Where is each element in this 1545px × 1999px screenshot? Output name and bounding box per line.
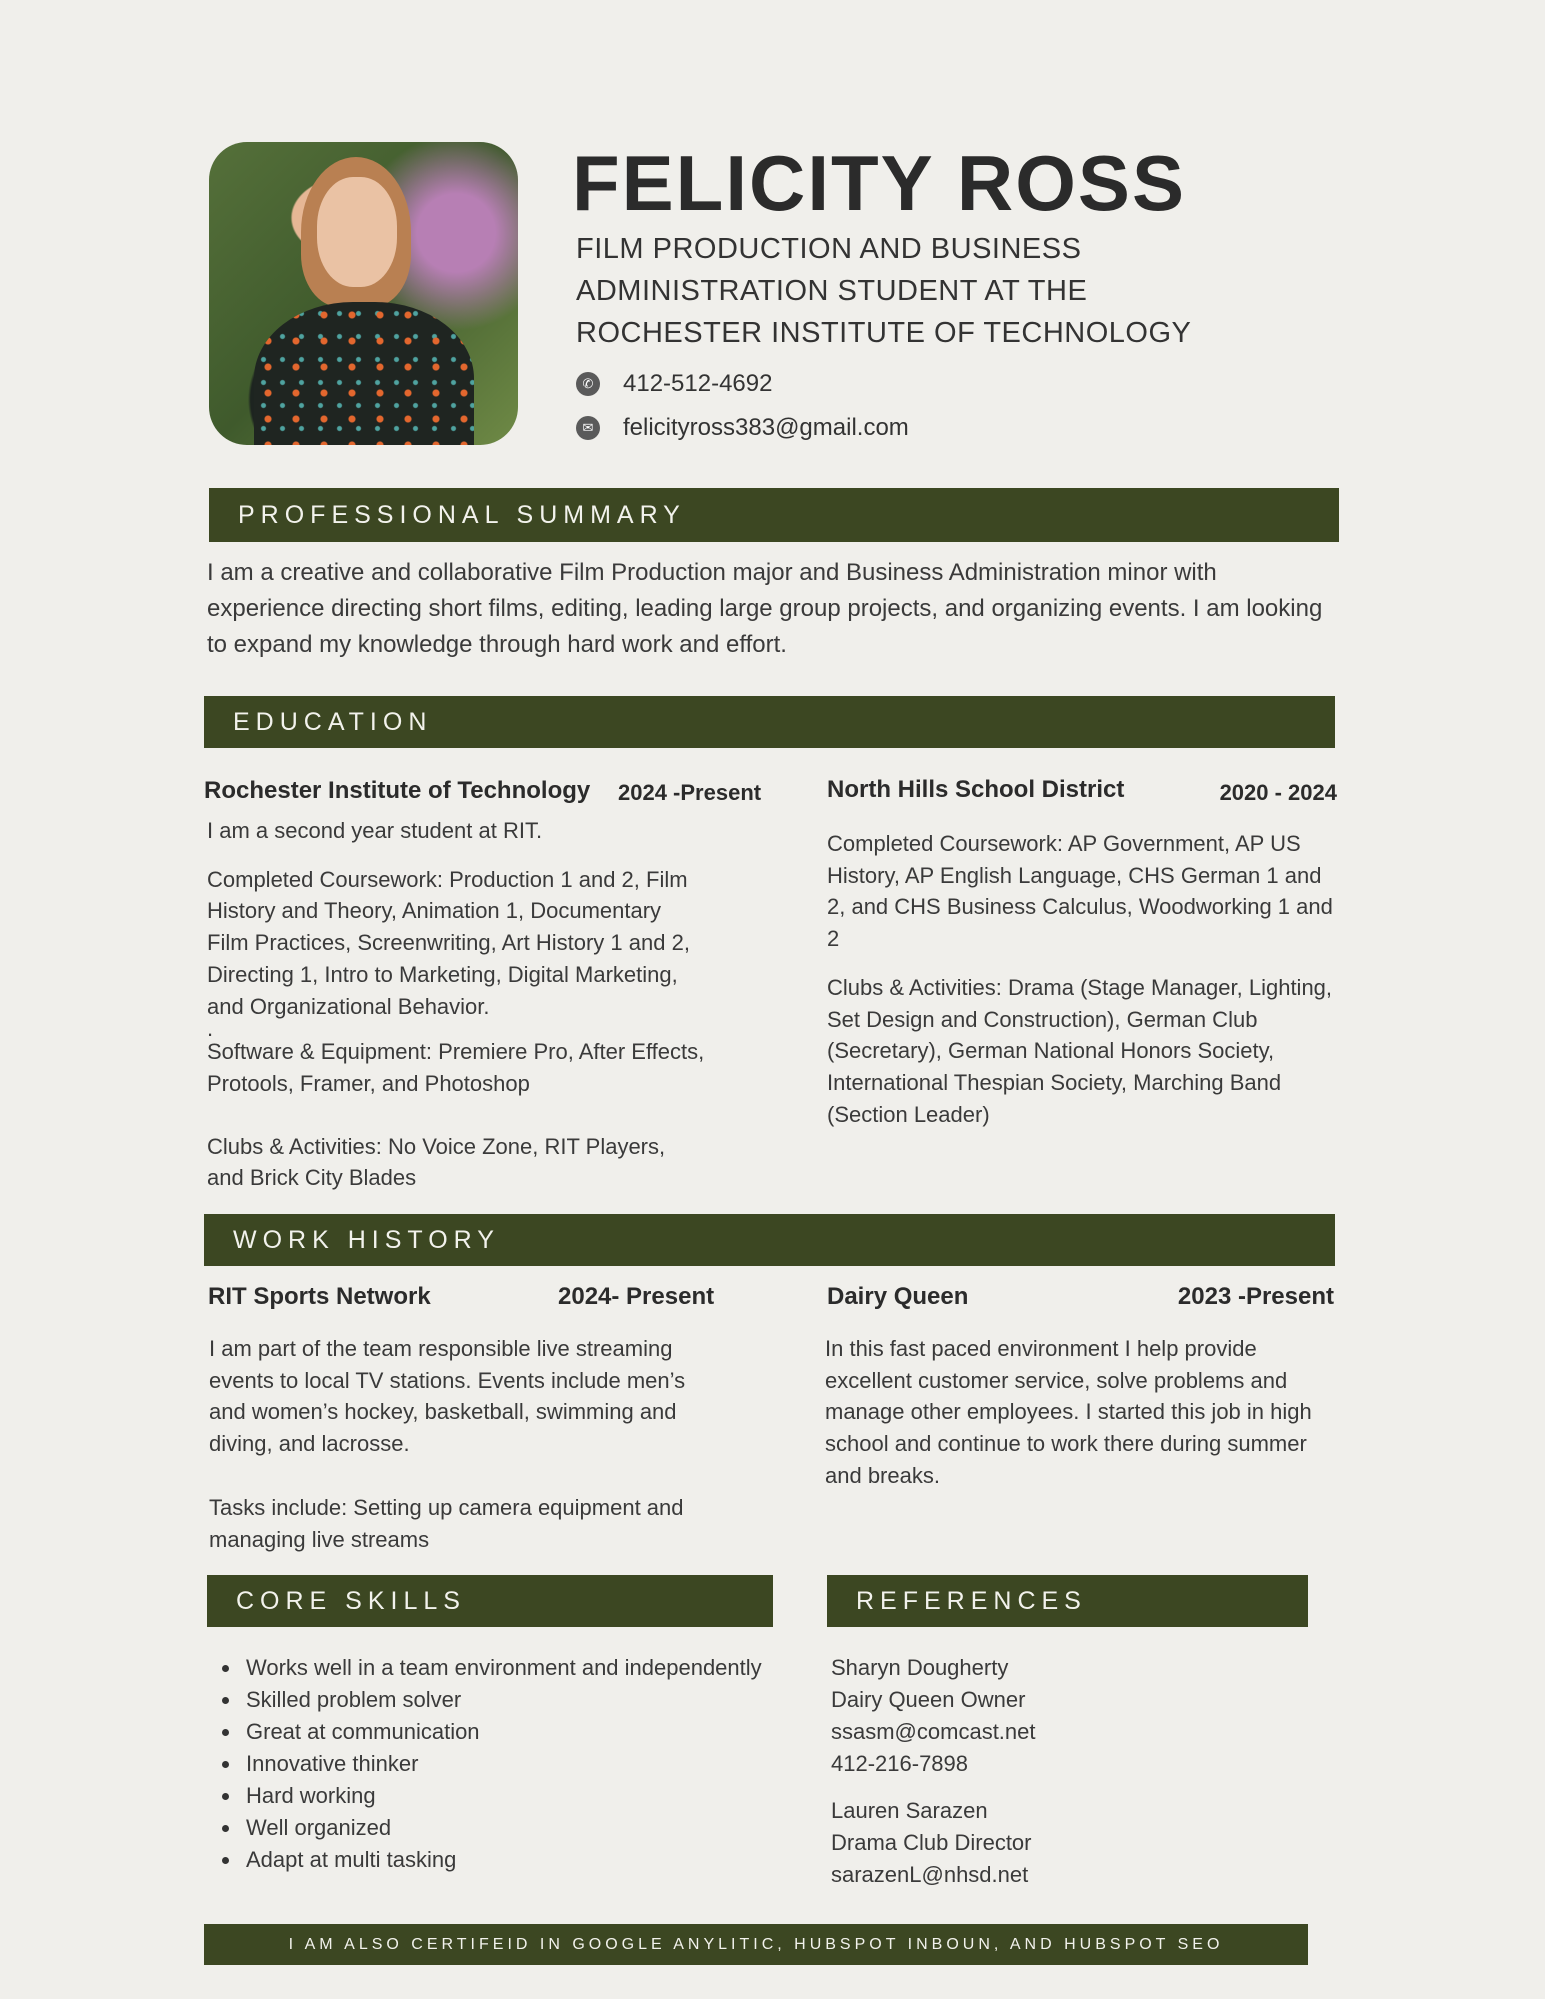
subtitle-line: ADMINISTRATION STUDENT AT THE bbox=[576, 275, 1088, 307]
edu-clubs: Clubs & Activities: No Voice Zone, RIT Players, and Brick City Blades bbox=[207, 1133, 666, 1191]
school-dates: 2020 - 2024 bbox=[1219, 780, 1337, 805]
skills-section-header: CORE SKILLS bbox=[207, 1575, 773, 1627]
school-details bbox=[207, 815, 707, 1194]
reference-name: Lauren Sarazen bbox=[831, 1798, 988, 1823]
reference-phone: 412-216-7898 bbox=[831, 1751, 969, 1776]
reference-email[interactable]: ssasm@comcast.net bbox=[831, 1719, 1036, 1744]
edu-dot: . bbox=[207, 1016, 214, 1042]
edu-software: Software & Equipment: Premiere Pro, After Effects, Protools, Framer, and Photoshop bbox=[207, 1039, 705, 1096]
reference-email[interactable]: sarazenL@nhsd.net bbox=[831, 1862, 1029, 1887]
school-dates: 2024 -Present bbox=[618, 780, 762, 805]
skill-item: Works well in a team environment and independently bbox=[222, 1652, 762, 1684]
subtitle-line: ROCHESTER INSTITUTE OF TECHNOLOGY bbox=[576, 317, 1192, 349]
skill-item: Great at communication bbox=[222, 1716, 762, 1748]
job-description: I am part of the team responsible live streaming events to local TV stations. Events include men’s and women’s hockey, basketball, swimming and diving, and lacrosse. bbox=[209, 1336, 686, 1457]
references-section-header: REFERENCES bbox=[827, 1575, 1308, 1627]
email-icon: ✉ bbox=[576, 416, 600, 440]
employer-name: Dairy Queen bbox=[827, 1283, 969, 1310]
job-details bbox=[209, 1333, 709, 1555]
summary-text: I am a creative and collaborative Film Production major and Business Administration minor with experience directing short films, editing, leading large group projects, and organizing events. I am looking to expand my knowledge through hard work and effort. bbox=[207, 559, 1323, 658]
skill-item: Skilled problem solver bbox=[222, 1684, 762, 1716]
school-details bbox=[827, 828, 1342, 1130]
edu-clubs: Clubs & Activities: Drama (Stage Manager, Lighting, Set Design and Construction), German Club (Secretary), German National Honors Society, International Thespian Society, Marching Band (Section Leader) bbox=[827, 974, 1333, 1127]
skill-item: Hard working bbox=[222, 1780, 762, 1812]
job-tasks: Tasks include: Setting up camera equipment and managing live streams bbox=[209, 1494, 684, 1552]
phone-icon: ✆ bbox=[576, 372, 600, 396]
phone-contact bbox=[576, 370, 772, 398]
employer-name: RIT Sports Network bbox=[208, 1283, 431, 1310]
profile-photo bbox=[209, 142, 518, 445]
edu-coursework: Completed Coursework: Production 1 and 2, Film History and Theory, Animation 1, Documentary Film Practices, Screenwriting, Art History 1 and 2, Directing 1, Intro to Marketing, Digital Marketing, and Organizational Behavior. bbox=[207, 866, 690, 1019]
certifications-banner: I AM ALSO CERTIFEID IN GOOGLE ANYLITIC, HUBSPOT INBOUN, AND HUBSPOT SEO bbox=[204, 1924, 1308, 1965]
summary-section-header: PROFESSIONAL SUMMARY bbox=[209, 488, 1339, 542]
job-description: In this fast paced environment I help provide excellent customer service, solve problems and manage other employees. I started this job in high school and continue to work there during summer and breaks. bbox=[825, 1336, 1312, 1488]
school-name: North Hills School District bbox=[827, 776, 1125, 803]
work-section-header: WORK HISTORY bbox=[204, 1214, 1335, 1266]
subtitle bbox=[576, 228, 1191, 354]
name-heading: FELICITY ROSS bbox=[572, 139, 1186, 227]
employment-dates: 2023 -Present bbox=[1177, 1283, 1334, 1310]
skills-list bbox=[222, 1652, 762, 1876]
skill-item: Innovative thinker bbox=[222, 1748, 762, 1780]
school-name: Rochester Institute of Technology bbox=[204, 777, 591, 804]
email-contact bbox=[576, 414, 909, 442]
reference-name: Sharyn Dougherty bbox=[831, 1655, 1009, 1680]
phone-number: 412-512-4692 bbox=[623, 370, 773, 397]
skill-item: Well organized bbox=[222, 1812, 762, 1844]
subtitle-line: FILM PRODUCTION AND BUSINESS bbox=[576, 233, 1082, 265]
reference-role: Drama Club Director bbox=[831, 1830, 1032, 1855]
email-address[interactable]: felicityross383@gmail.com bbox=[623, 414, 909, 441]
references-list bbox=[831, 1652, 1036, 1891]
employment-dates: 2024- Present bbox=[558, 1283, 715, 1310]
edu-coursework: Completed Coursework: AP Government, AP US History, AP English Language, CHS German 1 and 2, and CHS Business Calculus, Woodworking 1 and 2 bbox=[827, 831, 1333, 952]
skill-item: Adapt at multi tasking bbox=[222, 1844, 762, 1876]
education-section-header: EDUCATION bbox=[204, 696, 1335, 748]
reference-role: Dairy Queen Owner bbox=[831, 1687, 1026, 1712]
edu-intro: I am a second year student at RIT. bbox=[207, 818, 543, 843]
